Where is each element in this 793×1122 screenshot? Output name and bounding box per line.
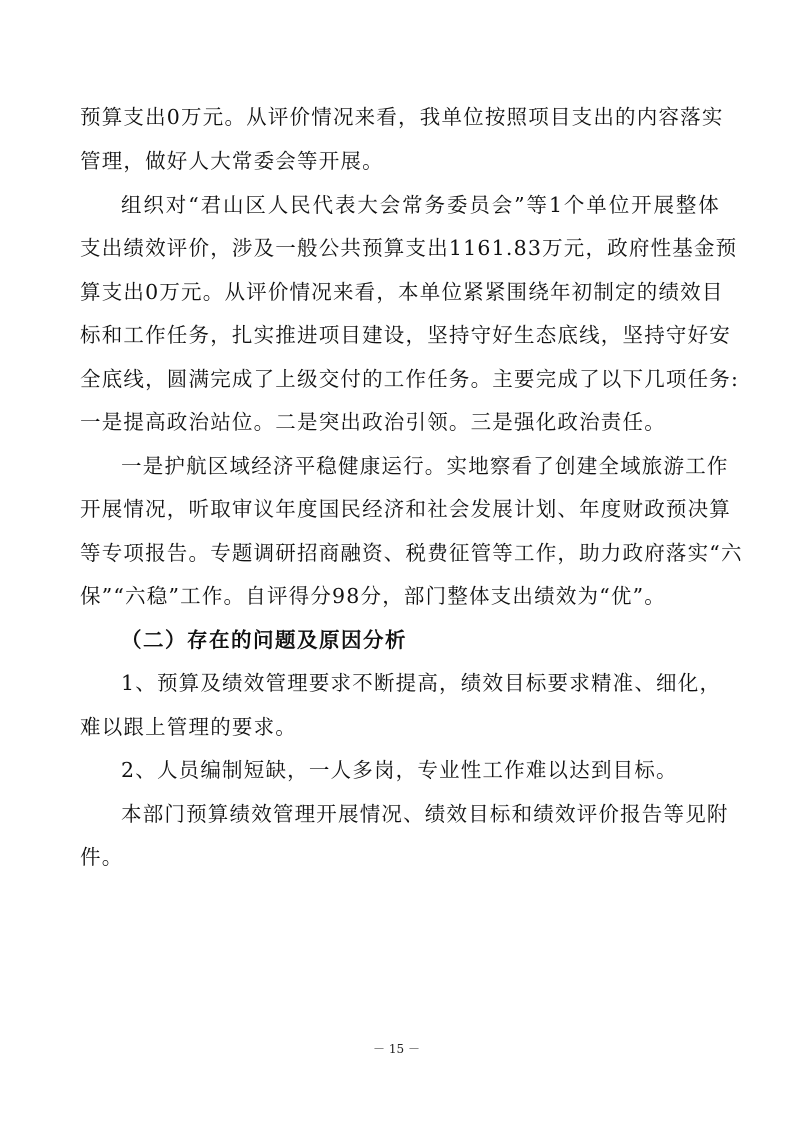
section-heading: （二）存在的问题及原因分析: [121, 628, 407, 652]
paragraph-line: 等专项报告。专题调研招商融资、税费征管等工作，助力政府落实“六: [80, 541, 743, 565]
paragraph-line: 预算支出0万元。从评价情况来看，我单位按照项目支出的内容落实: [80, 105, 724, 129]
paragraph-line: 1、预算及绩效管理要求不断提高，绩效目标要求精准、细化，: [121, 671, 722, 695]
paragraph-line: 支出绩效评价，涉及一般公共预算支出1161.83万元，政府性基金预: [80, 236, 738, 260]
paragraph-line: 开展情况，听取审议年度国民经济和社会发展计划、年度财政预决算: [80, 497, 731, 521]
paragraph-line: 全底线，圆满完成了上级交付的工作任务。主要完成了以下几项任务:: [80, 367, 740, 391]
paragraph-line: 本部门预算绩效管理开展情况、绩效目标和绩效评价报告等见附: [121, 802, 729, 826]
paragraph-line: 标和工作任务，扎实推进项目建设，坚持守好生态底线，坚持守好安: [80, 323, 731, 347]
paragraph-line: 难以跟上管理的要求。: [80, 715, 297, 739]
paragraph-line: 保”“六稳”工作。自评得分98分，部门整体支出绩效为“优”。: [80, 584, 666, 608]
paragraph-line: 一是提高政治站位。二是突出政治引领。三是强化政治责任。: [80, 410, 666, 434]
paragraph-line: 管理，做好人大常委会等开展。: [80, 149, 384, 173]
paragraph-line: 2、人员编制短缺，一人多岗，专业性工作难以达到目标。: [121, 758, 678, 782]
paragraph-line: 算支出0万元。从评价情况来看，本单位紧紧围绕年初制定的绩效目: [80, 280, 724, 304]
paragraph-line: 一是护航区域经济平稳健康运行。实地察看了创建全域旅游工作: [121, 454, 729, 478]
paragraph-line: 组织对“君山区人民代表大会常务委员会”等1个单位开展整体: [121, 193, 720, 217]
paragraph-line: 件。: [80, 845, 124, 869]
page-number: － 15 －: [373, 1042, 420, 1056]
